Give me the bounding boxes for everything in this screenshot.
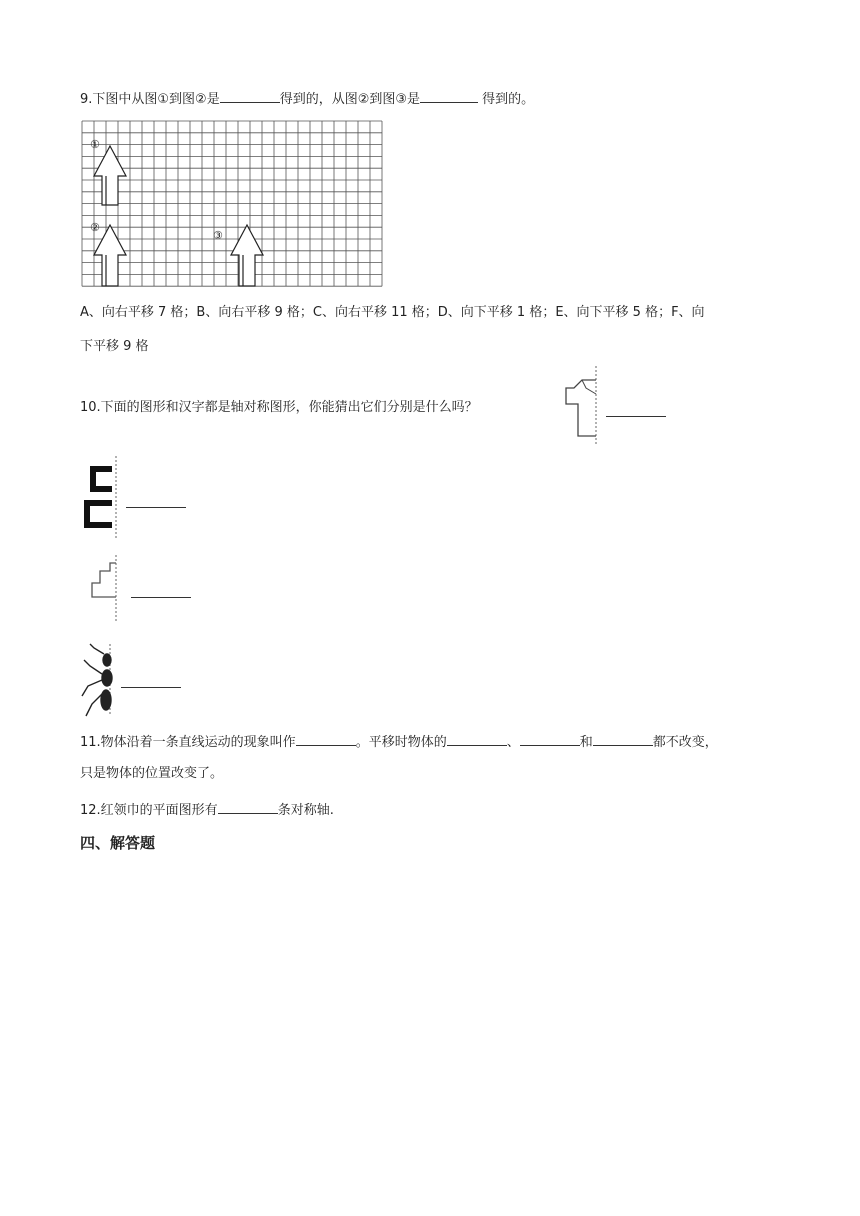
arrow-2 [94, 225, 126, 286]
q9-options-line-2: 下平移 9 格 [80, 339, 149, 354]
q9-blank-2[interactable] [420, 88, 478, 103]
q12-text-1: 12.红领巾的平面图形有 [80, 803, 218, 818]
q9-blank-1[interactable] [220, 88, 280, 103]
arrow-3 [231, 225, 263, 286]
q9-options-line-1: A、向右平移 7 格；B、向右平移 9 格；C、向右平移 11 格；D、向下平移 1 格；E、向下平移 5 格；F、向 [80, 305, 705, 320]
q11-blank-1[interactable] [296, 731, 356, 746]
half-steps-figure [84, 555, 124, 625]
question-10: 10.下面的图形和汉字都是轴对称图形，你能猜出它们分别是什么吗？ [80, 400, 478, 415]
figure-label-2: ② [90, 221, 100, 234]
question-12 [80, 799, 334, 821]
q11-line-2: 只是物体的位置改变了。 [80, 766, 224, 781]
q11-text-2: 。平移时物体的 [355, 735, 447, 750]
q11-text-4: 和 [579, 735, 593, 750]
half-insect-figure [80, 644, 120, 718]
q12-text-2: 条对称轴. [277, 803, 334, 818]
translation-grid-figure [82, 121, 392, 291]
section-heading: 四、解答题 [80, 834, 156, 852]
q10-blank-1[interactable] [606, 402, 666, 417]
q12-blank-1[interactable] [218, 799, 278, 814]
q11-blank-4[interactable] [593, 731, 653, 746]
q11-blank-2[interactable] [447, 731, 507, 746]
q10-blank-4[interactable] [121, 673, 181, 688]
q11-blank-3[interactable] [520, 731, 580, 746]
q10-blank-2[interactable] [126, 493, 186, 508]
q9-text-3: 得到的。 [478, 92, 535, 107]
q9-text-1: 9.下图中从图①到图②是 [80, 92, 220, 107]
half-shirt-figure [562, 366, 602, 448]
figure-label-3: ③ [213, 229, 223, 242]
figure-label-1: ① [90, 138, 100, 151]
q10-blank-3[interactable] [131, 583, 191, 598]
q9-text-2: 得到的，从图②到图③是 [279, 92, 421, 107]
q11-text-3: 、 [506, 735, 520, 750]
half-character-figure [80, 456, 120, 540]
q11-text-1: 11.物体沿着一条直线运动的现象叫作 [80, 735, 296, 750]
q11-text-5: 都不改变， [652, 735, 718, 750]
arrow-1 [94, 146, 126, 205]
question-11 [80, 731, 718, 753]
question-9 [80, 88, 534, 110]
